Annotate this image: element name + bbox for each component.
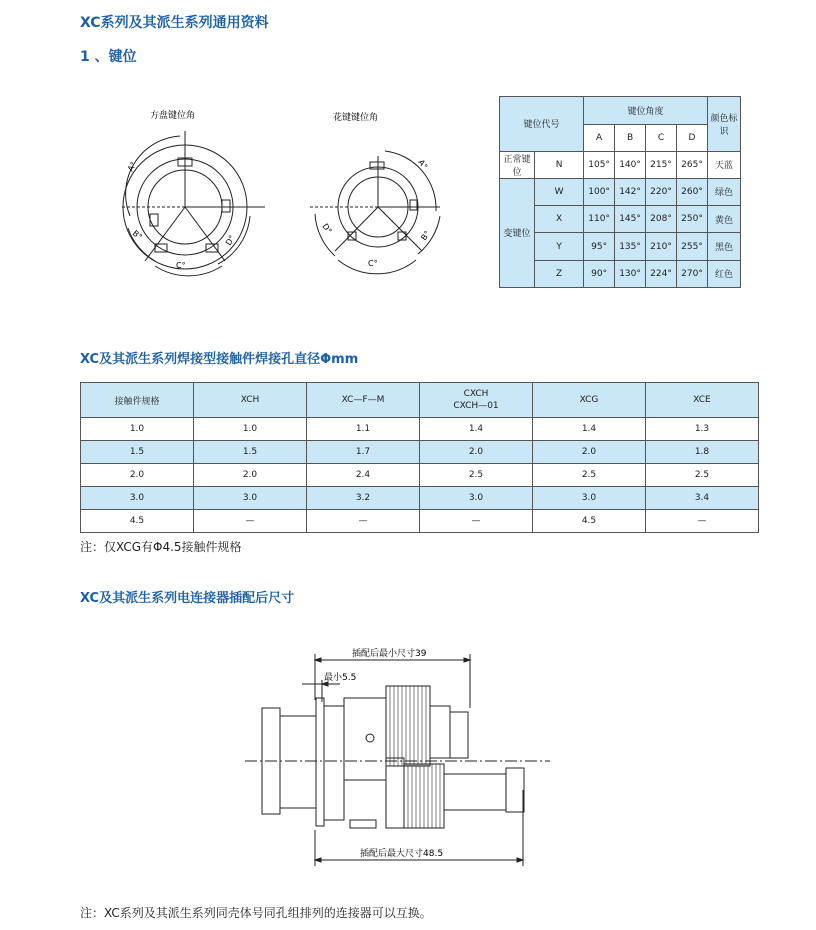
cell: 224° (646, 260, 677, 287)
cell: 105° (584, 151, 615, 178)
table-row (81, 441, 759, 464)
cell: 135° (615, 233, 646, 260)
header-cell: XCH (194, 383, 307, 418)
left-angle-d: D° (223, 233, 237, 247)
col-code: 键位代号 (500, 97, 584, 152)
cell: 3.0 (533, 487, 646, 510)
section-title: XC系列及其派生系列通用资料 (80, 15, 269, 31)
right-angle-b: B° (419, 229, 433, 243)
left-angle-a: A° (125, 160, 139, 173)
right-angle-a: A° (416, 157, 430, 171)
max-dimension-label: 插配后最大尺寸48.5 (360, 849, 444, 859)
cell: 255° (676, 233, 707, 260)
cell: 1.1 (307, 418, 420, 441)
cell: — (420, 510, 533, 533)
header-cell: CXCH CXCH—01 (420, 383, 533, 418)
diameter-section-title: XC及其派生系列焊接型接触件焊接孔直径Φmm (80, 352, 359, 367)
cell: 4.5 (81, 510, 194, 533)
cell: 2.0 (420, 441, 533, 464)
code-w: W (535, 178, 584, 205)
color-cell: 天蓝 (708, 151, 741, 178)
cell: 3.4 (646, 487, 759, 510)
final-note: 注：XC系列及其派生系列同壳体号同孔组排列的连接器可以互换。 (80, 906, 432, 920)
right-angle-c: C° (368, 259, 378, 268)
cell: 220° (646, 178, 677, 205)
cell: 1.4 (420, 418, 533, 441)
table-row (81, 464, 759, 487)
cell: 1.5 (194, 441, 307, 464)
left-angle-b: B° (130, 228, 144, 242)
left-diagram-caption: 方盘键位角 (150, 111, 196, 121)
table-row (81, 418, 759, 441)
cell: 2.5 (533, 464, 646, 487)
diameter-note: 注：仅XCG有Φ4.5接触件规格 (80, 540, 242, 554)
cell: 260° (676, 178, 707, 205)
mating-section-title: XC及其派生系列电连接器插配后尺寸 (80, 591, 295, 606)
left-angle-c: C° (176, 261, 186, 270)
key-angle-diagrams (110, 96, 460, 286)
cell: 265° (676, 151, 707, 178)
cell: 2.5 (420, 464, 533, 487)
mating-diagram (240, 640, 560, 880)
cell: 2.0 (81, 464, 194, 487)
code-x: X (535, 206, 584, 233)
cell: 2.5 (646, 464, 759, 487)
min-gap-label: 最小5.5 (324, 673, 357, 683)
sub-header-d: D (676, 125, 707, 151)
cell: 1.8 (646, 441, 759, 464)
variant-label: 变键位 (500, 178, 535, 287)
header-cell: 接触件规格 (81, 383, 194, 418)
normal-label: 正常键位 (500, 151, 535, 178)
cell: 1.4 (533, 418, 646, 441)
cell: 2.4 (307, 464, 420, 487)
cell: 110° (584, 206, 615, 233)
cell: 145° (615, 206, 646, 233)
cell: 2.0 (194, 464, 307, 487)
cell: 1.0 (194, 418, 307, 441)
table-row (81, 510, 759, 533)
cell: 1.5 (81, 441, 194, 464)
cell: 4.5 (533, 510, 646, 533)
cell: — (646, 510, 759, 533)
sub-title: 1 、键位 (80, 49, 137, 65)
cell: 1.7 (307, 441, 420, 464)
header-cell: XCE (646, 383, 759, 418)
cell: — (194, 510, 307, 533)
color-cell: 绿色 (708, 178, 741, 205)
right-angle-d: D° (320, 221, 334, 236)
cell: 3.0 (420, 487, 533, 510)
table-row (81, 487, 759, 510)
sub-header-a: A (584, 125, 615, 151)
code-y: Y (535, 233, 584, 260)
color-cell: 红色 (708, 260, 741, 287)
min-dimension-label: 插配后最小尺寸39 (352, 649, 427, 659)
right-diagram-caption: 花键键位角 (333, 113, 379, 123)
cell: 250° (676, 206, 707, 233)
cell: 210° (646, 233, 677, 260)
col-angle: 键位角度 (584, 97, 708, 125)
code-z: Z (535, 260, 584, 287)
sub-header-b: B (615, 125, 646, 151)
color-cell: 黄色 (708, 206, 741, 233)
cell: 3.2 (307, 487, 420, 510)
code-n: N (535, 151, 584, 178)
cell: 90° (584, 260, 615, 287)
cell: 215° (646, 151, 677, 178)
diameter-table (80, 382, 759, 533)
cell: 208° (646, 206, 677, 233)
cell: 3.0 (194, 487, 307, 510)
header-cell: XC—F—M (307, 383, 420, 418)
cell: 1.0 (81, 418, 194, 441)
cell: 100° (584, 178, 615, 205)
cell: 2.0 (533, 441, 646, 464)
cell: 3.0 (81, 487, 194, 510)
cell: 130° (615, 260, 646, 287)
sub-header-c: C (646, 125, 677, 151)
key-angle-table (499, 96, 741, 288)
col-color: 颜色标识 (708, 97, 741, 152)
cell: — (307, 510, 420, 533)
cell: 95° (584, 233, 615, 260)
cell: 1.3 (646, 418, 759, 441)
color-cell: 黑色 (708, 233, 741, 260)
cell: 142° (615, 178, 646, 205)
header-cell: XCG (533, 383, 646, 418)
cell: 140° (615, 151, 646, 178)
cell: 270° (676, 260, 707, 287)
